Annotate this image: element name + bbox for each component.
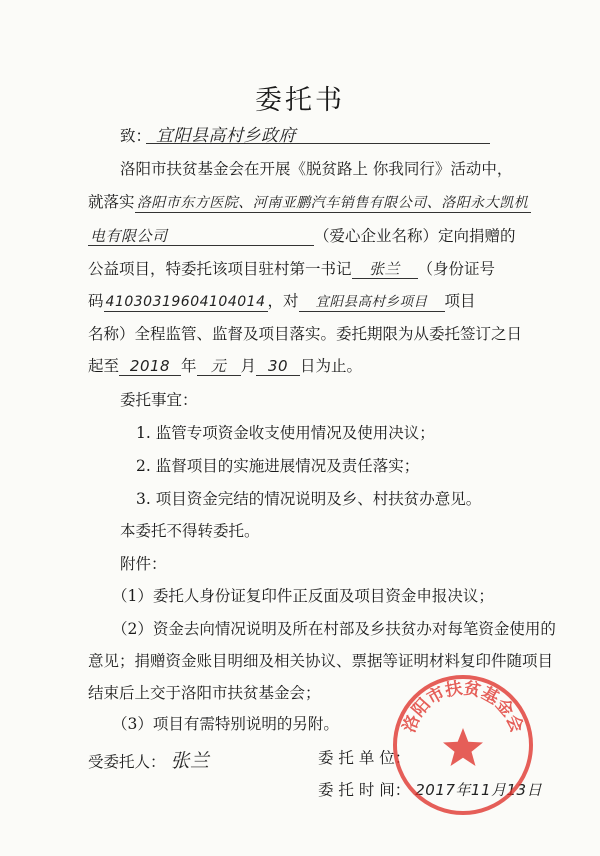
paragraph-line-4	[88, 257, 495, 279]
seal-star-icon	[443, 728, 483, 766]
matters-title: 委托事宜：	[120, 391, 198, 409]
matter-item-1: 1. 监管专项资金收支使用情况及使用决议；	[136, 424, 435, 442]
donor-names-handwritten-1: 洛阳市东方医院、河南亚鹏汽车销售有限公司、洛阳永大凯机	[135, 194, 531, 213]
seal-text: 洛阳市扶贫基金会	[399, 678, 527, 736]
line7-prefix: 起至	[88, 357, 120, 375]
unit-label: 委 托 单 位：	[318, 749, 411, 767]
project-handwritten: 宜阳县高村乡项目	[299, 293, 445, 312]
line5-mid: ，对	[267, 292, 299, 310]
line3-suffix: （爱心企业名称）定向捐赠的	[314, 227, 516, 245]
no-transfer-note: 本委托不得转委托。	[120, 522, 260, 540]
document-title: 委托书	[255, 85, 345, 116]
sign-date-handwritten: 2017年11月13日	[415, 781, 543, 799]
id-number-handwritten: 41030319604104014	[104, 293, 268, 312]
recipient-label: 致：	[120, 127, 152, 145]
line7-suffix: 日为止。	[300, 357, 363, 375]
attachment-item-2-line-2: 意见；捐赠资金账目明细及相关协议、票据等证明材料复印件随项目	[88, 652, 554, 670]
line2-prefix: 就落实	[88, 193, 135, 211]
matter-item-2: 2. 监督项目的实施进展情况及责任落实；	[136, 457, 420, 475]
trustee-signature: 张兰	[170, 750, 210, 772]
year-unit: 年	[181, 357, 197, 375]
paragraph-line-6: 名称）全程监管、监督及项目落实。委托期限为从委托签订之日	[88, 325, 523, 343]
line5-prefix: 码	[88, 292, 104, 310]
month-unit: 月	[240, 357, 257, 375]
paragraph-line-7	[88, 354, 362, 376]
line4-prefix: 公益项目，特委托该项目驻村第一书记	[88, 260, 352, 278]
attachments-title: 附件：	[120, 555, 167, 573]
recipient-underline	[146, 143, 490, 144]
recipient-handwritten: 宜阳县高村乡政府	[155, 126, 296, 146]
end-day-handwritten: 30	[256, 357, 300, 376]
trustee-label: 受委托人：	[88, 753, 166, 771]
attachment-item-2-line-3: 结束后上交于洛阳市扶贫基金会；	[88, 684, 321, 702]
line4-suffix: （身份证号	[417, 260, 496, 278]
attachment-item-1: （1）委托人身份证复印件正反面及项目资金申报决议；	[112, 587, 494, 605]
matter-item-3: 3. 项目资金完结的情况说明及乡、村扶贫办意见。	[136, 490, 482, 508]
paragraph-line-1: 洛阳市扶贫基金会在开展《脱贫路上 你我同行》活动中，	[120, 160, 513, 178]
paragraph-line-5	[88, 289, 476, 312]
paragraph-line-2	[88, 190, 531, 213]
paragraph-line-3	[88, 224, 516, 246]
donor-names-handwritten-2: 电有限公司	[88, 227, 314, 246]
official-seal	[388, 670, 538, 820]
end-year-handwritten: 2018	[119, 357, 181, 376]
time-label: 委 托 时 间：	[318, 781, 411, 799]
secretary-handwritten: 张兰	[352, 260, 418, 279]
attachment-item-3: （3）项目有需特别说明的另附。	[112, 715, 339, 733]
end-month-handwritten: 元	[197, 357, 241, 376]
trustee-line	[88, 746, 209, 773]
line5-suffix: 项目	[444, 292, 476, 310]
attachment-item-2-line-1: （2）资金去向情况说明及所在村部及乡扶贫办对每笔资金使用的	[112, 620, 556, 638]
